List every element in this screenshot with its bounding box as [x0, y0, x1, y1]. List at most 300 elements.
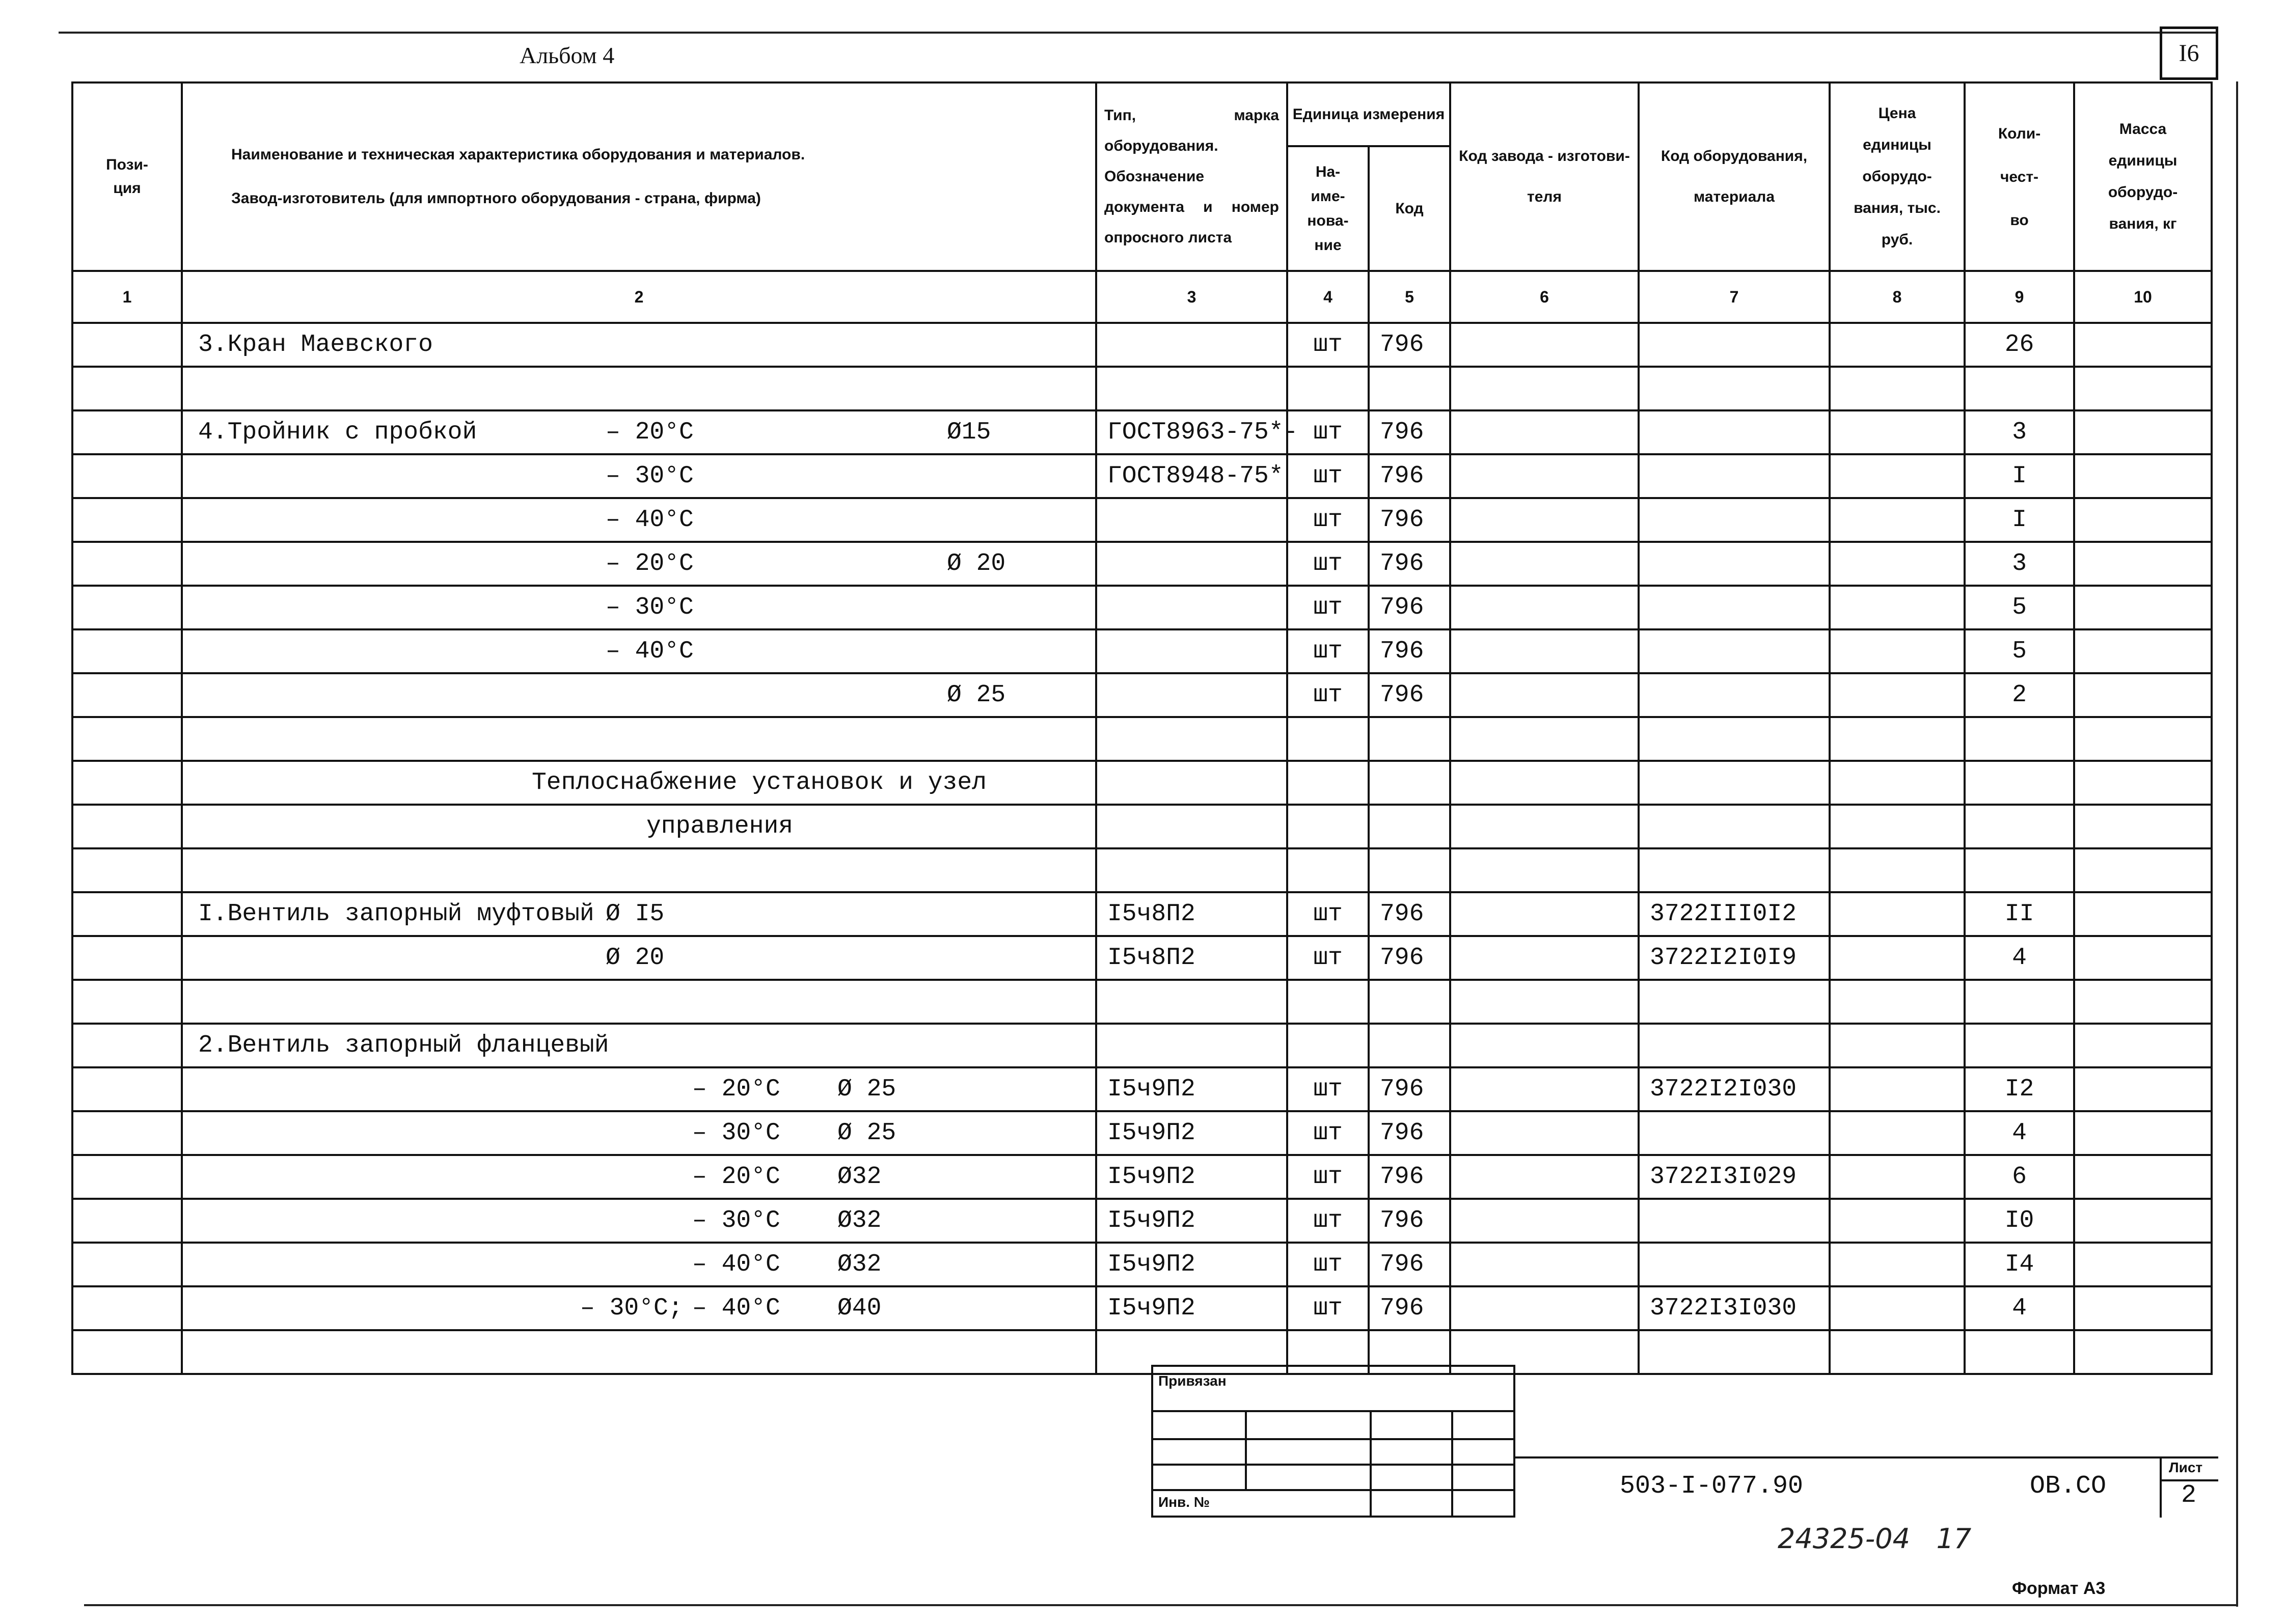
unit-code-cell: 796: [1369, 323, 1450, 367]
mass-cell: [2074, 367, 2212, 410]
equip-code-cell: [1639, 542, 1830, 586]
price-cell: [1830, 498, 1965, 542]
maker-code-cell: [1450, 1024, 1639, 1067]
table-row: [72, 1330, 2212, 1374]
position-cell: [72, 586, 182, 629]
unit-name-cell: шт: [1287, 542, 1369, 586]
maker-code-cell: [1450, 367, 1639, 410]
equip-code-cell: [1639, 980, 1830, 1024]
unit-code-cell: [1369, 805, 1450, 848]
name-cell: [182, 1199, 1096, 1243]
name-cell: [182, 542, 1096, 586]
unit-name-cell: шт: [1287, 454, 1369, 498]
unit-name-cell: шт: [1287, 498, 1369, 542]
qty-cell: [1965, 717, 2074, 761]
type-cell: ГОСТ8948-75*: [1096, 454, 1287, 498]
unit-code-cell: [1369, 848, 1450, 892]
equip-code-cell: 3722I2I030: [1639, 1067, 1830, 1111]
column-number: 3: [1096, 271, 1287, 323]
col-price-header: Цена единицы оборудо-вания, тыс. руб.: [1830, 82, 1965, 271]
mass-cell: [2074, 848, 2212, 892]
unit-code-cell: [1369, 1024, 1450, 1067]
qty-cell: 6: [1965, 1155, 2074, 1199]
unit-name-cell: шт: [1287, 323, 1369, 367]
maker-code-cell: [1450, 1067, 1639, 1111]
name-cell: [182, 367, 1096, 410]
type-cell: [1096, 498, 1287, 542]
qty-cell: [1965, 980, 2074, 1024]
qty-cell: [1965, 1024, 2074, 1067]
stamp-line: [1153, 1464, 1513, 1466]
maker-code-cell: [1450, 542, 1639, 586]
stamp-line: [1153, 1438, 1513, 1440]
price-cell: [1830, 454, 1965, 498]
maker-code-cell: [1450, 892, 1639, 936]
name-cell: [182, 1067, 1096, 1111]
name-cell: [182, 805, 1096, 848]
price-cell: [1830, 980, 1965, 1024]
qty-cell: I2: [1965, 1067, 2074, 1111]
position-cell: [72, 1067, 182, 1111]
price-cell: [1830, 673, 1965, 717]
name-cell: [182, 498, 1096, 542]
position-cell: [72, 454, 182, 498]
type-cell: [1096, 761, 1287, 805]
item-temperature: – 30°С: [606, 462, 694, 490]
unit-code-cell: 796: [1369, 1199, 1450, 1243]
table-row: [72, 629, 2212, 673]
document-mark: ОВ.СО: [2030, 1472, 2107, 1501]
stamp-line: [1153, 1410, 1513, 1412]
table-row: [72, 848, 2212, 892]
maker-code-cell: [1450, 586, 1639, 629]
format-label: Формат А3: [2012, 1579, 2106, 1598]
type-cell: [1096, 542, 1287, 586]
unit-name-cell: шт: [1287, 673, 1369, 717]
type-cell: [1096, 673, 1287, 717]
mass-cell: [2074, 1024, 2212, 1067]
table-row: [72, 542, 2212, 586]
table-row: [72, 936, 2212, 980]
sheet-number-box: I6: [2160, 26, 2218, 80]
name-cell: [182, 892, 1096, 936]
position-cell: [72, 892, 182, 936]
type-cell: I5ч9П2: [1096, 1243, 1287, 1286]
col-position-header: Пози- ция: [72, 82, 182, 271]
unit-name-cell: [1287, 805, 1369, 848]
unit-code-cell: 796: [1369, 542, 1450, 586]
column-number: 5: [1369, 271, 1450, 323]
position-cell: [72, 1199, 182, 1243]
mass-cell: [2074, 586, 2212, 629]
col-qty-header: Коли- чест- во: [1965, 82, 2074, 271]
unit-code-cell: 796: [1369, 1286, 1450, 1330]
qty-cell: [1965, 1330, 2074, 1374]
type-cell: [1096, 717, 1287, 761]
position-cell: [72, 542, 182, 586]
equip-code-cell: 3722I3I030: [1639, 1286, 1830, 1330]
unit-code-cell: 796: [1369, 936, 1450, 980]
item-temperature: – 30°С: [692, 1119, 780, 1147]
mass-cell: [2074, 498, 2212, 542]
item-temperature: – 30°С: [692, 1207, 780, 1234]
type-cell: I5ч9П2: [1096, 1067, 1287, 1111]
table-row: [72, 980, 2212, 1024]
price-cell: [1830, 848, 1965, 892]
table-row: [72, 717, 2212, 761]
column-number: 6: [1450, 271, 1639, 323]
unit-name-cell: шт: [1287, 410, 1369, 454]
type-cell: [1096, 805, 1287, 848]
table-row: [72, 586, 2212, 629]
maker-code-cell: [1450, 1111, 1639, 1155]
mass-cell: [2074, 1199, 2212, 1243]
qty-cell: 4: [1965, 1111, 2074, 1155]
name-cell: [182, 717, 1096, 761]
unit-name-cell: шт: [1287, 629, 1369, 673]
price-cell: [1830, 1286, 1965, 1330]
col-unit-name-header: На- име- нова- ние: [1287, 146, 1369, 271]
equip-code-cell: 3722III0I2: [1639, 892, 1830, 936]
name-cell: [182, 629, 1096, 673]
qty-cell: I0: [1965, 1199, 2074, 1243]
table-row: [72, 673, 2212, 717]
maker-code-cell: [1450, 454, 1639, 498]
unit-name-cell: шт: [1287, 892, 1369, 936]
mass-cell: [2074, 542, 2212, 586]
specification-table: [71, 81, 2213, 1375]
price-cell: [1830, 542, 1965, 586]
position-cell: [72, 936, 182, 980]
position-cell: [72, 1111, 182, 1155]
mass-cell: [2074, 1155, 2212, 1199]
item-name: 3.Кран Маевского: [198, 331, 433, 359]
item-temperature: – 40°С: [692, 1295, 780, 1322]
unit-code-cell: 796: [1369, 629, 1450, 673]
unit-name-cell: [1287, 980, 1369, 1024]
name-cell: [182, 936, 1096, 980]
position-cell: [72, 629, 182, 673]
name-cell: [182, 1024, 1096, 1067]
stamp-line: [1245, 1410, 1247, 1489]
unit-code-cell: [1369, 717, 1450, 761]
table-row: [72, 805, 2212, 848]
qty-cell: [1965, 761, 2074, 805]
type-cell: [1096, 367, 1287, 410]
item-temperature: – 40°С: [692, 1251, 780, 1278]
mass-cell: [2074, 936, 2212, 980]
name-cell: [182, 454, 1096, 498]
column-number: 9: [1965, 271, 2074, 323]
qty-cell: I: [1965, 454, 2074, 498]
maker-code-cell: [1450, 1199, 1639, 1243]
position-cell: [72, 848, 182, 892]
unit-code-cell: [1369, 761, 1450, 805]
mass-cell: [2074, 629, 2212, 673]
unit-name-cell: шт: [1287, 1155, 1369, 1199]
section-heading: Теплоснабжение установок и узел: [532, 769, 987, 796]
unit-code-cell: 796: [1369, 1067, 1450, 1111]
item-diameter: Ø32: [837, 1163, 882, 1191]
mass-cell: [2074, 673, 2212, 717]
stamp-line: [1370, 1410, 1372, 1518]
column-number: 7: [1639, 271, 1830, 323]
position-cell: [72, 1024, 182, 1067]
item-temperature: – 40°С: [606, 506, 694, 534]
type-cell: ГОСТ8963-75*-: [1096, 410, 1287, 454]
equip-code-cell: 3722I3I029: [1639, 1155, 1830, 1199]
mass-cell: [2074, 454, 2212, 498]
unit-name-cell: шт: [1287, 1243, 1369, 1286]
mass-cell: [2074, 1243, 2212, 1286]
mass-cell: [2074, 410, 2212, 454]
sheet-number: 2: [2181, 1481, 2197, 1510]
unit-code-cell: 796: [1369, 454, 1450, 498]
mass-cell: [2074, 1330, 2212, 1374]
type-cell: I5ч9П2: [1096, 1286, 1287, 1330]
item-name: I.Вентиль запорный муфтовый: [198, 900, 594, 928]
position-cell: [72, 805, 182, 848]
col-mass-header: Масса единицы оборудо-вания, кг: [2074, 82, 2212, 271]
unit-code-cell: 796: [1369, 1111, 1450, 1155]
maker-code-cell: [1450, 1286, 1639, 1330]
mass-cell: [2074, 761, 2212, 805]
right-margin-line: [2236, 81, 2238, 1607]
unit-name-cell: [1287, 848, 1369, 892]
qty-cell: 26: [1965, 323, 2074, 367]
top-border-line: [59, 32, 2218, 34]
position-cell: [72, 717, 182, 761]
price-cell: [1830, 1111, 1965, 1155]
position-cell: [72, 673, 182, 717]
qty-cell: 3: [1965, 410, 2074, 454]
position-cell: [72, 1286, 182, 1330]
price-cell: [1830, 1330, 1965, 1374]
equip-code-cell: [1639, 454, 1830, 498]
col-maker-code-header: Код завода - изготови- теля: [1450, 82, 1639, 271]
name-cell: [182, 673, 1096, 717]
equip-code-cell: 3722I2I0I9: [1639, 936, 1830, 980]
name-cell: [182, 1243, 1096, 1286]
unit-name-cell: шт: [1287, 1067, 1369, 1111]
table-row: [72, 498, 2212, 542]
name-cell: [182, 586, 1096, 629]
qty-cell: [1965, 805, 2074, 848]
unit-name-cell: шт: [1287, 1286, 1369, 1330]
equip-code-cell: [1639, 410, 1830, 454]
unit-name-cell: [1287, 717, 1369, 761]
type-cell: I5ч8П2: [1096, 936, 1287, 980]
position-cell: [72, 1330, 182, 1374]
maker-code-cell: [1450, 936, 1639, 980]
type-cell: I5ч9П2: [1096, 1111, 1287, 1155]
qty-cell: 4: [1965, 1286, 2074, 1330]
equip-code-cell: [1639, 1199, 1830, 1243]
archive-number: 24325-04 17: [1778, 1523, 1972, 1555]
mass-cell: [2074, 1286, 2212, 1330]
equip-code-cell: [1639, 367, 1830, 410]
name-cell: [182, 1155, 1096, 1199]
table-row: [72, 1286, 2212, 1330]
equip-code-cell: [1639, 761, 1830, 805]
unit-code-cell: [1369, 980, 1450, 1024]
item-temperature: – 20°С: [606, 419, 694, 446]
item-diameter: Ø 20: [947, 550, 1006, 577]
qty-cell: [1965, 367, 2074, 410]
item-name: 2.Вентиль запорный фланцевый: [198, 1032, 609, 1059]
item-diameter: Ø40: [837, 1295, 882, 1322]
mass-cell: [2074, 1111, 2212, 1155]
unit-name-cell: шт: [1287, 1199, 1369, 1243]
col-unit-code-header: Код: [1369, 146, 1450, 271]
unit-name-cell: [1287, 761, 1369, 805]
price-cell: [1830, 1243, 1965, 1286]
equip-code-cell: [1639, 629, 1830, 673]
position-cell: [72, 1243, 182, 1286]
album-title: Альбом 4: [520, 42, 615, 68]
price-cell: [1830, 323, 1965, 367]
name-cell: [182, 980, 1096, 1024]
unit-name-cell: [1287, 367, 1369, 410]
equip-code-cell: [1639, 717, 1830, 761]
inventory-label: Инв. №: [1158, 1494, 1210, 1510]
position-cell: [72, 323, 182, 367]
price-cell: [1830, 629, 1965, 673]
table-row: [72, 454, 2212, 498]
item-diameter: Ø 25: [837, 1076, 896, 1103]
unit-code-cell: 796: [1369, 892, 1450, 936]
col-type-header: Тип, марка оборудования. Обозначение документа и номер опросного листа: [1096, 82, 1287, 271]
stamp-line: [1451, 1410, 1453, 1518]
equip-code-cell: [1639, 805, 1830, 848]
price-cell: [1830, 892, 1965, 936]
sheet-label: Лист: [2169, 1460, 2203, 1475]
qty-cell: 5: [1965, 629, 2074, 673]
sheet-cell: [2160, 1456, 2218, 1518]
equip-code-cell: [1639, 498, 1830, 542]
qty-cell: II: [1965, 892, 2074, 936]
table-row: [72, 1111, 2212, 1155]
item-temperature: – 20°С: [692, 1076, 780, 1103]
name-cell: [182, 1111, 1096, 1155]
type-cell: [1096, 848, 1287, 892]
maker-code-cell: [1450, 1243, 1639, 1286]
mass-cell: [2074, 980, 2212, 1024]
item-temperature: – 30°С: [606, 594, 694, 621]
item-diameter: Ø32: [837, 1207, 882, 1234]
mass-cell: [2074, 805, 2212, 848]
table-row: [72, 1024, 2212, 1067]
qty-cell: [1965, 848, 2074, 892]
type-cell: [1096, 980, 1287, 1024]
price-cell: [1830, 761, 1965, 805]
price-cell: [1830, 1199, 1965, 1243]
type-cell: [1096, 1024, 1287, 1067]
col-equip-code-header: Код оборудования, материала: [1639, 82, 1830, 271]
title-block-line: [1515, 1456, 2218, 1458]
type-cell: I5ч9П2: [1096, 1155, 1287, 1199]
qty-cell: 5: [1965, 586, 2074, 629]
qty-cell: I4: [1965, 1243, 2074, 1286]
maker-code-cell: [1450, 673, 1639, 717]
unit-code-cell: 796: [1369, 1155, 1450, 1199]
qty-cell: 4: [1965, 936, 2074, 980]
item-diameter: Ø 25: [837, 1119, 896, 1147]
name-cell: [182, 323, 1096, 367]
stamp-line: [1153, 1489, 1513, 1491]
table-row: [72, 1067, 2212, 1111]
unit-name-cell: шт: [1287, 936, 1369, 980]
price-cell: [1830, 717, 1965, 761]
equip-code-cell: [1639, 323, 1830, 367]
column-number: 2: [182, 271, 1096, 323]
item-temperature: – 20°С: [606, 550, 694, 577]
price-cell: [1830, 1024, 1965, 1067]
section-heading: управления: [646, 813, 794, 840]
price-cell: [1830, 410, 1965, 454]
equip-code-cell: [1639, 673, 1830, 717]
maker-code-cell: [1450, 629, 1639, 673]
maker-code-cell: [1450, 498, 1639, 542]
name-cell: [182, 410, 1096, 454]
position-cell: [72, 980, 182, 1024]
maker-code-cell: [1450, 805, 1639, 848]
maker-code-cell: [1450, 761, 1639, 805]
type-cell: [1096, 323, 1287, 367]
position-cell: [72, 761, 182, 805]
mass-cell: [2074, 717, 2212, 761]
unit-code-cell: 796: [1369, 586, 1450, 629]
table-row: [72, 367, 2212, 410]
item-diameter: Ø32: [837, 1251, 882, 1278]
unit-code-cell: 796: [1369, 410, 1450, 454]
name-cell: [182, 1330, 1096, 1374]
table-row: [72, 323, 2212, 367]
maker-code-cell: [1450, 410, 1639, 454]
position-cell: [72, 1155, 182, 1199]
mass-cell: [2074, 323, 2212, 367]
unit-name-cell: шт: [1287, 1111, 1369, 1155]
type-cell: I5ч8П2: [1096, 892, 1287, 936]
table-row: [72, 892, 2212, 936]
item-diameter: Ø 20: [606, 944, 665, 972]
bound-stamp: [1151, 1365, 1515, 1518]
unit-code-cell: [1369, 367, 1450, 410]
item-temperature: – 20°С: [692, 1163, 780, 1191]
price-cell: [1830, 805, 1965, 848]
column-number: 1: [72, 271, 182, 323]
maker-code-cell: [1450, 848, 1639, 892]
price-cell: [1830, 936, 1965, 980]
maker-code-cell: [1450, 1155, 1639, 1199]
item-name: 4.Тройник с пробкой: [198, 419, 477, 446]
equip-code-cell: [1639, 1330, 1830, 1374]
unit-name-cell: [1287, 1024, 1369, 1067]
type-cell: [1096, 629, 1287, 673]
bottom-line: [84, 1604, 2236, 1606]
column-number: 10: [2074, 271, 2212, 323]
maker-code-cell: [1450, 323, 1639, 367]
position-cell: [72, 410, 182, 454]
item-diameter: Ø I5: [606, 900, 665, 928]
table-row: [72, 410, 2212, 454]
equip-code-cell: [1639, 848, 1830, 892]
equip-code-cell: [1639, 586, 1830, 629]
qty-cell: 2: [1965, 673, 2074, 717]
position-cell: [72, 498, 182, 542]
item-temperature: – 40°С: [606, 638, 694, 665]
column-number: 4: [1287, 271, 1369, 323]
